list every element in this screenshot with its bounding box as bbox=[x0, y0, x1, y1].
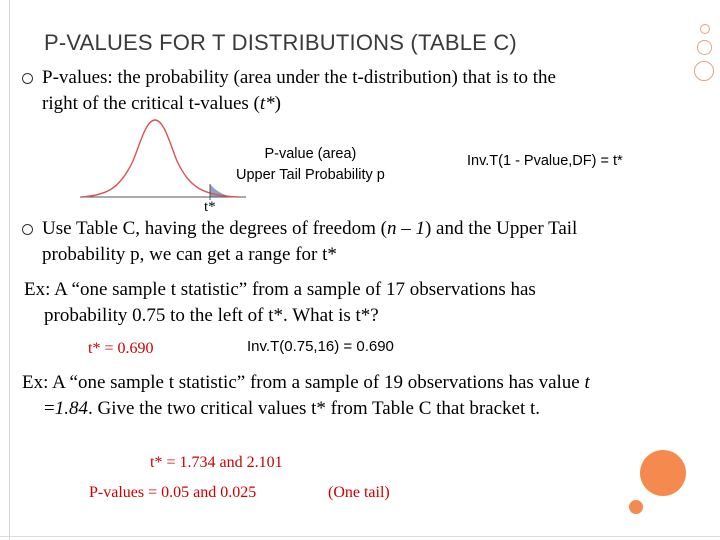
example-1-text bbox=[24, 277, 536, 329]
t-distribution-curve bbox=[78, 116, 248, 208]
density-curve bbox=[82, 120, 238, 197]
decorative-circle-small-filled bbox=[629, 500, 643, 514]
bullet-2-line-1: Use Table C, having the degrees of freedom (n – 1) and the Upper Tail bbox=[42, 218, 578, 239]
bullet-2-text bbox=[42, 216, 577, 268]
pvalue-area-label bbox=[236, 144, 385, 186]
example-2-critical-values: t* = 1.734 and 2.101 bbox=[150, 454, 283, 471]
example-1-line-2: probability 0.75 to the left of t*. What is t*? bbox=[44, 305, 379, 326]
bullet-1-line-2: right of the critical t-values (t*) bbox=[42, 93, 281, 114]
slide-title: P-VALUES FOR T DISTRIBUTIONS (TABLE C) bbox=[44, 30, 517, 55]
decorative-circle-large-filled bbox=[640, 450, 686, 496]
example-2-text bbox=[22, 370, 590, 422]
left-decorative-rule bbox=[9, 0, 10, 540]
invt-formula: Inv.T(1 - Pvalue,DF) = t* bbox=[467, 153, 623, 169]
example-2-one-tail-note: (One tail) bbox=[328, 484, 390, 501]
example-1-answer: t* = 0.690 bbox=[88, 340, 154, 357]
bullet-1-text bbox=[42, 65, 556, 117]
example-2-line-1: Ex: A “one sample t statistic” from a sample of 19 observations has value t bbox=[22, 372, 590, 393]
pvalue-label-line-2: Upper Tail Probability p bbox=[236, 167, 385, 183]
pvalue-label-line-1: P-value (area) bbox=[264, 146, 357, 162]
decorative-circle-small-outline bbox=[700, 24, 710, 34]
critical-value-label: t* bbox=[204, 199, 216, 215]
bullet-icon bbox=[22, 73, 33, 84]
bullet-1-line-1: P-values: the probability (area under the t-distribution) that is to the bbox=[42, 67, 556, 88]
example-2-pvalues: P-values = 0.05 and 0.025 bbox=[89, 484, 257, 501]
decorative-circle-large-outline bbox=[694, 61, 714, 81]
bullet-2-line-2: probability p, we can get a range for t* bbox=[42, 244, 337, 265]
bottom-decorative-rule bbox=[0, 536, 720, 537]
decorative-circle-medium-outline bbox=[697, 40, 712, 55]
example-1-invt-calculation: Inv.T(0.75,16) = 0.690 bbox=[247, 338, 394, 355]
bullet-icon bbox=[22, 224, 33, 235]
example-1-line-1: Ex: A “one sample t statistic” from a sample of 17 observations has bbox=[24, 279, 536, 300]
example-2-line-2: =1.84. Give the two critical values t* from Table C that bracket t. bbox=[44, 398, 541, 419]
